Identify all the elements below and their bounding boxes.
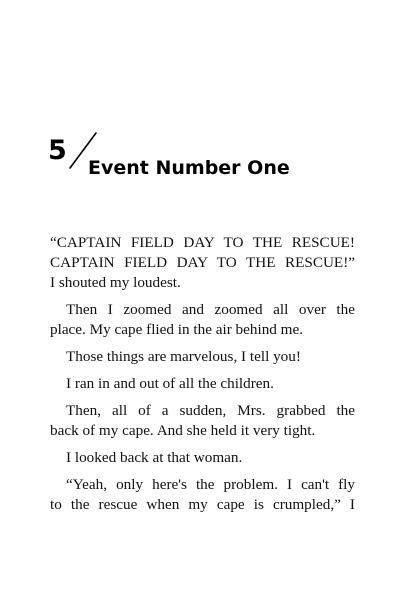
paragraph bbox=[50, 347, 355, 367]
paragraph bbox=[50, 300, 355, 340]
paragraph bbox=[50, 448, 355, 468]
paragraph bbox=[50, 401, 355, 441]
text-line: Those things are marvelous, I tell you! bbox=[66, 348, 301, 365]
chapter-heading bbox=[48, 130, 368, 190]
text-line: Then I zoomed and zoomed all over the bbox=[66, 301, 355, 318]
chapter-title: Event Number One bbox=[88, 157, 290, 179]
text-line: place. My cape flied in the air behind me. bbox=[50, 321, 304, 338]
chapter-number: 5 bbox=[48, 135, 67, 166]
text-line: “Yeah, only here's the problem. I can't fly bbox=[66, 476, 355, 493]
text-line: “CAPTAIN FIELD DAY TO THE RESCUE! bbox=[50, 234, 355, 251]
text-line: to the rescue when my cape is crumpled,” I bbox=[50, 496, 355, 513]
paragraph bbox=[50, 233, 355, 293]
text-line: I looked back at that woman. bbox=[66, 449, 243, 466]
paragraph bbox=[50, 475, 355, 515]
text-line: I shouted my loudest. bbox=[50, 274, 181, 291]
text-line: I ran in and out of all the children. bbox=[66, 375, 274, 392]
text-line: CAPTAIN FIELD DAY TO THE RESCUE!” bbox=[50, 254, 355, 271]
chapter-body bbox=[50, 233, 355, 522]
text-line: Then, all of a sudden, Mrs. grabbed the bbox=[66, 402, 355, 419]
text-line: back of my cape. And she held it very tight. bbox=[50, 422, 316, 439]
paragraph bbox=[50, 374, 355, 394]
